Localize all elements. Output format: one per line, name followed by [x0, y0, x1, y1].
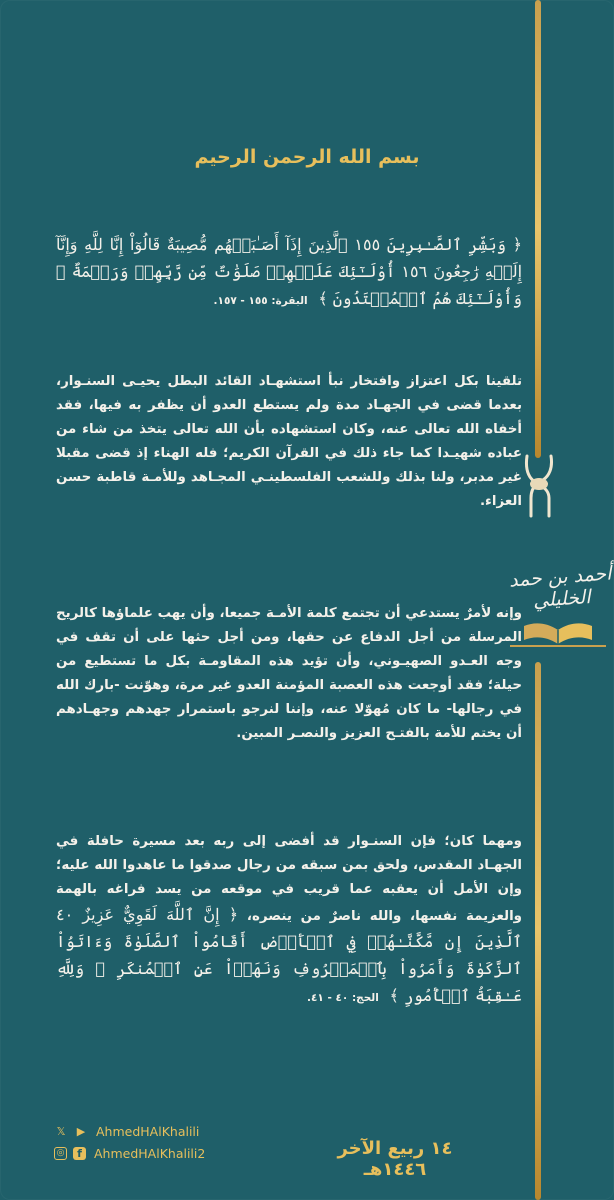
social-handle[interactable]: AhmedHAlKhalili2 [94, 1145, 206, 1161]
facebook-icon[interactable]: f [73, 1147, 86, 1160]
gold-divider-bottom [535, 662, 541, 1200]
verse-text-2: ﴿ إِنَّ ٱللَّهَ لَقَوِيٌّ عَزِيزٌ ٤٠ ٱلَّذِينَ إِن مَّكَّنَّـٰهُمۡ فِي ٱلۡأَرۡضِ أَقَامُواْ ٱلصَّلَوٰةَ وَءَاتَوُاْ ٱلزَّكَوٰةَ وَأَمَرُواْ بِٱلۡمَعۡرُوفِ وَنَهَوۡاْ عَنِ ٱلۡمُنكَرِ ۗ وَلِلَّهِ عَـٰقِبَةُ ٱلۡأُمُورِ ﴾ [56, 905, 522, 1005]
youtube-icon[interactable]: ▶ [76, 1124, 86, 1138]
clasped-hands-icon [519, 452, 559, 522]
paragraph-1: تلقينا بكل اعتزاز وافتخار نبأ استشهـاد القائد البطل يحيـى السنـوار، بعدما قضى في الجهـاد مدة ولم يستطع العدو أن يظفر به فيها، فقد أخفاه الله تعالى عنه، وكان استشهاده بأن الله تعالى يتخذ من شاء من عباده شهيـدا كما جاء ذلك في القرآن الكريم؛ فله الهناء إذ قضى مقبلا غير مدبر، ولنا بذلك وللشعب الفلسطينـي المجـاهد وللأمـة قاطبة حسن العزاء. [56, 374, 522, 509]
x-icon[interactable]: 𝕏 [56, 1124, 66, 1138]
quran-verse-1 [56, 232, 522, 313]
paragraph-3-text: ومهما كان؛ فإن السنـوار قد أفضى إلى ربه بعد مسيرة حافلة في الجهـاد المقدس، ولحق بمن سبقه من رجال صدقوا ما عاهدوا الله عليه؛ وإن الأمل أن يعقبه عما قريب في موقعه من يسد فراغه بالهمة والعزيمة نفسها، والله ناصرٌ من ينصره، [56, 834, 522, 924]
social-handle[interactable]: AhmedHAlKhalili [96, 1123, 200, 1139]
paragraph-2: وإنه لأمرٌ يستدعي أن تجتمع كلمة الأمـة جميعا، وأن يهب علماؤها كالريح المرسلة من أجل الدفاع عن حقها، ومن أجل حثها على أن تقف في وجه العـدو الصهيـوني، وأن تؤيد هذه المقاومـة بكل ما تستطيع من حيلة؛ فقد أوجعت هذه العصبة المؤمنة العدو غير مرة، وهوّنت -بارك الله في رجالها- ما كان مُهوّلا عنه، وإننا لنرجو باستمرار جهدهم وجهـادهم أن يختم للأمة بالفتـح العزيز والنصـر المبين. [56, 606, 522, 741]
verse-reference: البقرة: ١٥٥ - ١٥٧. [213, 295, 308, 307]
social-row[interactable] [54, 1120, 205, 1142]
verse-text: ﴿ وَبَشِّرِ ٱلصَّـٰبِرِينَ ١٥٥ ٱلَّذِينَ إِذَآ أَصَـٰبَتۡهُم مُّصِيبَةٌ قَالُوٓاْ إِنَّا لِلَّهِ وَإِنَّآ إِلَيۡهِ رَٰجِعُونَ ١٥٦ أُوْلَـٰٓئِكَ عَلَيۡهِمۡ صَلَوَٰتٌ مِّن رَّبِّهِمۡ وَرَحۡمَةٌ ۖ وَأُوْلَـٰٓئِكَ هُمُ ٱلۡمُهۡتَدُونَ ﴾ [56, 235, 523, 308]
paragraph-3 [56, 830, 522, 1010]
basmala-title: بسم الله الرحمن الرحيم [194, 146, 420, 168]
verse-reference-2: الحج: ٤٠ - ٤١. [306, 992, 379, 1004]
instagram-icon[interactable]: ◎ [54, 1147, 67, 1160]
hijri-date: ١٤ ربيع الآخر ١٤٤٦هـ [337, 1138, 453, 1180]
social-links [54, 1120, 205, 1164]
social-row[interactable] [54, 1142, 205, 1164]
gold-divider-top [535, 0, 541, 458]
signature: أحمد بن حمد الخليلي [508, 562, 613, 612]
